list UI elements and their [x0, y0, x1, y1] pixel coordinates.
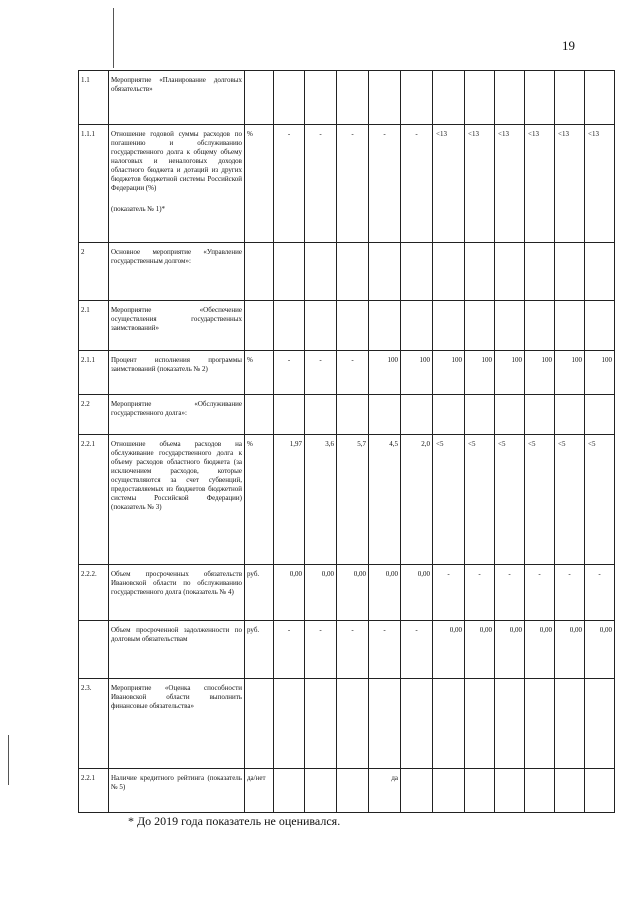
row-description — [109, 769, 245, 813]
value-cell: 0,00 — [337, 565, 369, 621]
table-row — [79, 435, 615, 565]
value-cell: 0,00 — [525, 621, 555, 679]
value-cell — [369, 243, 401, 301]
value-cell: 100 — [525, 351, 555, 395]
row-unit: руб. — [245, 565, 274, 621]
value-cell: 100 — [495, 351, 525, 395]
value-cell — [585, 243, 615, 301]
value-cell: - — [401, 125, 433, 243]
value-cell: <13 — [433, 125, 465, 243]
table-row — [79, 565, 615, 621]
value-cell: <5 — [495, 435, 525, 565]
value-cell — [525, 679, 555, 769]
value-cell: <5 — [465, 435, 495, 565]
value-cell — [274, 679, 305, 769]
value-cell — [525, 301, 555, 351]
value-cell — [495, 769, 525, 813]
row-description — [109, 435, 245, 565]
value-cell: 0,00 — [274, 565, 305, 621]
row-description-text: Мероприятие «Оценка способности Ивановской области выполнить финансовые обязательства» — [111, 684, 242, 710]
indicators-table — [78, 70, 615, 813]
value-cell — [305, 679, 337, 769]
value-cell — [401, 395, 433, 435]
value-cell: - — [433, 565, 465, 621]
value-cell: 0,00 — [305, 565, 337, 621]
value-cell — [337, 769, 369, 813]
value-cell — [337, 395, 369, 435]
row-unit — [245, 395, 274, 435]
table-row — [79, 243, 615, 301]
value-cell: - — [401, 621, 433, 679]
value-cell: 0,00 — [465, 621, 495, 679]
value-cell: - — [525, 565, 555, 621]
scan-margin-line-bottom — [8, 735, 9, 785]
value-cell — [555, 679, 585, 769]
row-description-text: Объем просроченных обязательств Ивановской области по обслуживанию государственного долга (показатель № 4) — [111, 570, 242, 596]
value-cell: 4,5 — [369, 435, 401, 565]
value-cell — [433, 769, 465, 813]
page-number: 19 — [562, 38, 575, 53]
row-description-text: Отношение объема расходов на обслуживание государственного долга к объему расходов областного бюджета (за исключением расходов, которые осуществляются за счет субвенций, предоставляемых из бюджетов бюджетной системы Российской Федерации) (показатель № 3) — [111, 440, 242, 511]
value-cell: 0,00 — [369, 565, 401, 621]
value-cell — [433, 243, 465, 301]
value-cell — [525, 243, 555, 301]
value-cell — [525, 71, 555, 125]
value-cell: 5,7 — [337, 435, 369, 565]
row-description — [109, 243, 245, 301]
table-row — [79, 125, 615, 243]
value-cell — [555, 243, 585, 301]
value-cell: 0,00 — [433, 621, 465, 679]
row-description — [109, 351, 245, 395]
value-cell — [465, 769, 495, 813]
row-number: 2 — [79, 243, 109, 301]
table-body — [79, 71, 615, 813]
value-cell — [305, 301, 337, 351]
value-cell: 100 — [433, 351, 465, 395]
value-cell — [401, 679, 433, 769]
value-cell — [305, 769, 337, 813]
value-cell — [337, 71, 369, 125]
value-cell — [274, 301, 305, 351]
value-cell: <13 — [495, 125, 525, 243]
value-cell — [555, 71, 585, 125]
value-cell — [465, 679, 495, 769]
value-cell — [465, 301, 495, 351]
row-number: 2.3. — [79, 679, 109, 769]
value-cell — [585, 679, 615, 769]
row-number — [79, 621, 109, 679]
table-row — [79, 351, 615, 395]
value-cell — [305, 243, 337, 301]
value-cell — [274, 769, 305, 813]
footnote: * До 2019 года показатель не оценивался. — [128, 814, 341, 828]
value-cell: - — [274, 621, 305, 679]
value-cell — [433, 71, 465, 125]
value-cell — [337, 679, 369, 769]
row-description — [109, 565, 245, 621]
value-cell: 100 — [585, 351, 615, 395]
row-description — [109, 301, 245, 351]
row-unit: % — [245, 435, 274, 565]
value-cell — [433, 395, 465, 435]
value-cell: 100 — [555, 351, 585, 395]
value-cell: - — [337, 351, 369, 395]
value-cell: 0,00 — [585, 621, 615, 679]
row-unit: руб. — [245, 621, 274, 679]
value-cell — [495, 301, 525, 351]
value-cell — [433, 679, 465, 769]
value-cell: 2,0 — [401, 435, 433, 565]
value-cell — [274, 71, 305, 125]
row-description-text: Наличие кредитного рейтинга (показатель № 5) — [111, 774, 242, 791]
row-number: 1.1.1 — [79, 125, 109, 243]
row-unit: % — [245, 351, 274, 395]
value-cell — [401, 71, 433, 125]
value-cell — [585, 395, 615, 435]
row-unit — [245, 301, 274, 351]
value-cell: - — [305, 125, 337, 243]
value-cell: 100 — [369, 351, 401, 395]
row-unit: % — [245, 125, 274, 243]
value-cell — [525, 769, 555, 813]
value-cell — [401, 243, 433, 301]
value-cell — [305, 395, 337, 435]
value-cell — [274, 243, 305, 301]
value-cell: - — [465, 565, 495, 621]
value-cell — [433, 301, 465, 351]
row-description — [109, 71, 245, 125]
value-cell — [337, 301, 369, 351]
value-cell: - — [495, 565, 525, 621]
row-description-text: Мероприятие «Планирование долговых обязательств» — [111, 76, 242, 93]
row-number: 2.1 — [79, 301, 109, 351]
value-cell: 3,6 — [305, 435, 337, 565]
value-cell — [585, 301, 615, 351]
value-cell — [369, 679, 401, 769]
table-row — [79, 679, 615, 769]
row-description-note: (показатель № 1)* — [111, 205, 166, 213]
value-cell — [495, 71, 525, 125]
value-cell: - — [369, 125, 401, 243]
value-cell: 100 — [465, 351, 495, 395]
value-cell: <13 — [585, 125, 615, 243]
row-description — [109, 621, 245, 679]
value-cell: - — [274, 125, 305, 243]
row-unit — [245, 71, 274, 125]
table-row — [79, 395, 615, 435]
value-cell — [465, 71, 495, 125]
row-unit — [245, 243, 274, 301]
table-row — [79, 621, 615, 679]
value-cell: <13 — [525, 125, 555, 243]
value-cell: <13 — [465, 125, 495, 243]
row-description-text: Мероприятие «Обеспечение осуществления государственных заимствований» — [111, 306, 242, 332]
value-cell: - — [337, 125, 369, 243]
row-unit — [245, 679, 274, 769]
row-number: 2.2.2. — [79, 565, 109, 621]
value-cell — [401, 301, 433, 351]
value-cell: 100 — [401, 351, 433, 395]
row-description — [109, 125, 245, 243]
table-row — [79, 769, 615, 813]
value-cell: 1,97 — [274, 435, 305, 565]
value-cell: 0,00 — [401, 565, 433, 621]
row-number: 2.2.1 — [79, 769, 109, 813]
value-cell — [369, 71, 401, 125]
value-cell — [555, 395, 585, 435]
value-cell — [369, 301, 401, 351]
value-cell: - — [585, 565, 615, 621]
row-description — [109, 395, 245, 435]
row-description-text: Объем просроченной задолженности по долговым обязательствам — [111, 626, 242, 643]
value-cell — [369, 395, 401, 435]
value-cell — [555, 301, 585, 351]
value-cell: - — [274, 351, 305, 395]
value-cell: 0,00 — [495, 621, 525, 679]
table-row — [79, 301, 615, 351]
row-number: 2.2.1 — [79, 435, 109, 565]
value-cell — [465, 243, 495, 301]
value-cell: <5 — [433, 435, 465, 565]
value-cell — [401, 769, 433, 813]
row-description-text: Отношение годовой суммы расходов по погашению и обслуживанию государственного долга к общему объему налоговых и неналоговых доходов областного бюджета и дотаций из других бюджетов бюджетной системы Российской Федерации (%) — [111, 130, 242, 192]
row-description-text: Процент исполнения программы заимствований (показатель № 2) — [111, 356, 242, 373]
scan-margin-line-top — [113, 8, 114, 68]
value-cell — [465, 395, 495, 435]
value-cell — [585, 769, 615, 813]
value-cell — [274, 395, 305, 435]
value-cell — [585, 71, 615, 125]
value-cell — [305, 71, 337, 125]
value-cell — [495, 679, 525, 769]
row-number: 2.2 — [79, 395, 109, 435]
value-cell: 0,00 — [555, 621, 585, 679]
value-cell — [555, 769, 585, 813]
value-cell — [495, 395, 525, 435]
row-description — [109, 679, 245, 769]
value-cell: да — [369, 769, 401, 813]
value-cell — [495, 243, 525, 301]
value-cell — [525, 395, 555, 435]
row-number: 2.1.1 — [79, 351, 109, 395]
value-cell: <5 — [525, 435, 555, 565]
value-cell: <5 — [585, 435, 615, 565]
row-number: 1.1 — [79, 71, 109, 125]
value-cell: - — [369, 621, 401, 679]
value-cell: <13 — [555, 125, 585, 243]
value-cell: <5 — [555, 435, 585, 565]
value-cell: - — [337, 621, 369, 679]
row-unit: да/нет — [245, 769, 274, 813]
value-cell: - — [305, 351, 337, 395]
value-cell — [337, 243, 369, 301]
value-cell: - — [555, 565, 585, 621]
row-description-text: Мероприятие «Обслуживание государственного долга»: — [111, 400, 242, 417]
row-description-text: Основное мероприятие «Управление государственным долгом»: — [111, 248, 242, 265]
table-row — [79, 71, 615, 125]
value-cell: - — [305, 621, 337, 679]
